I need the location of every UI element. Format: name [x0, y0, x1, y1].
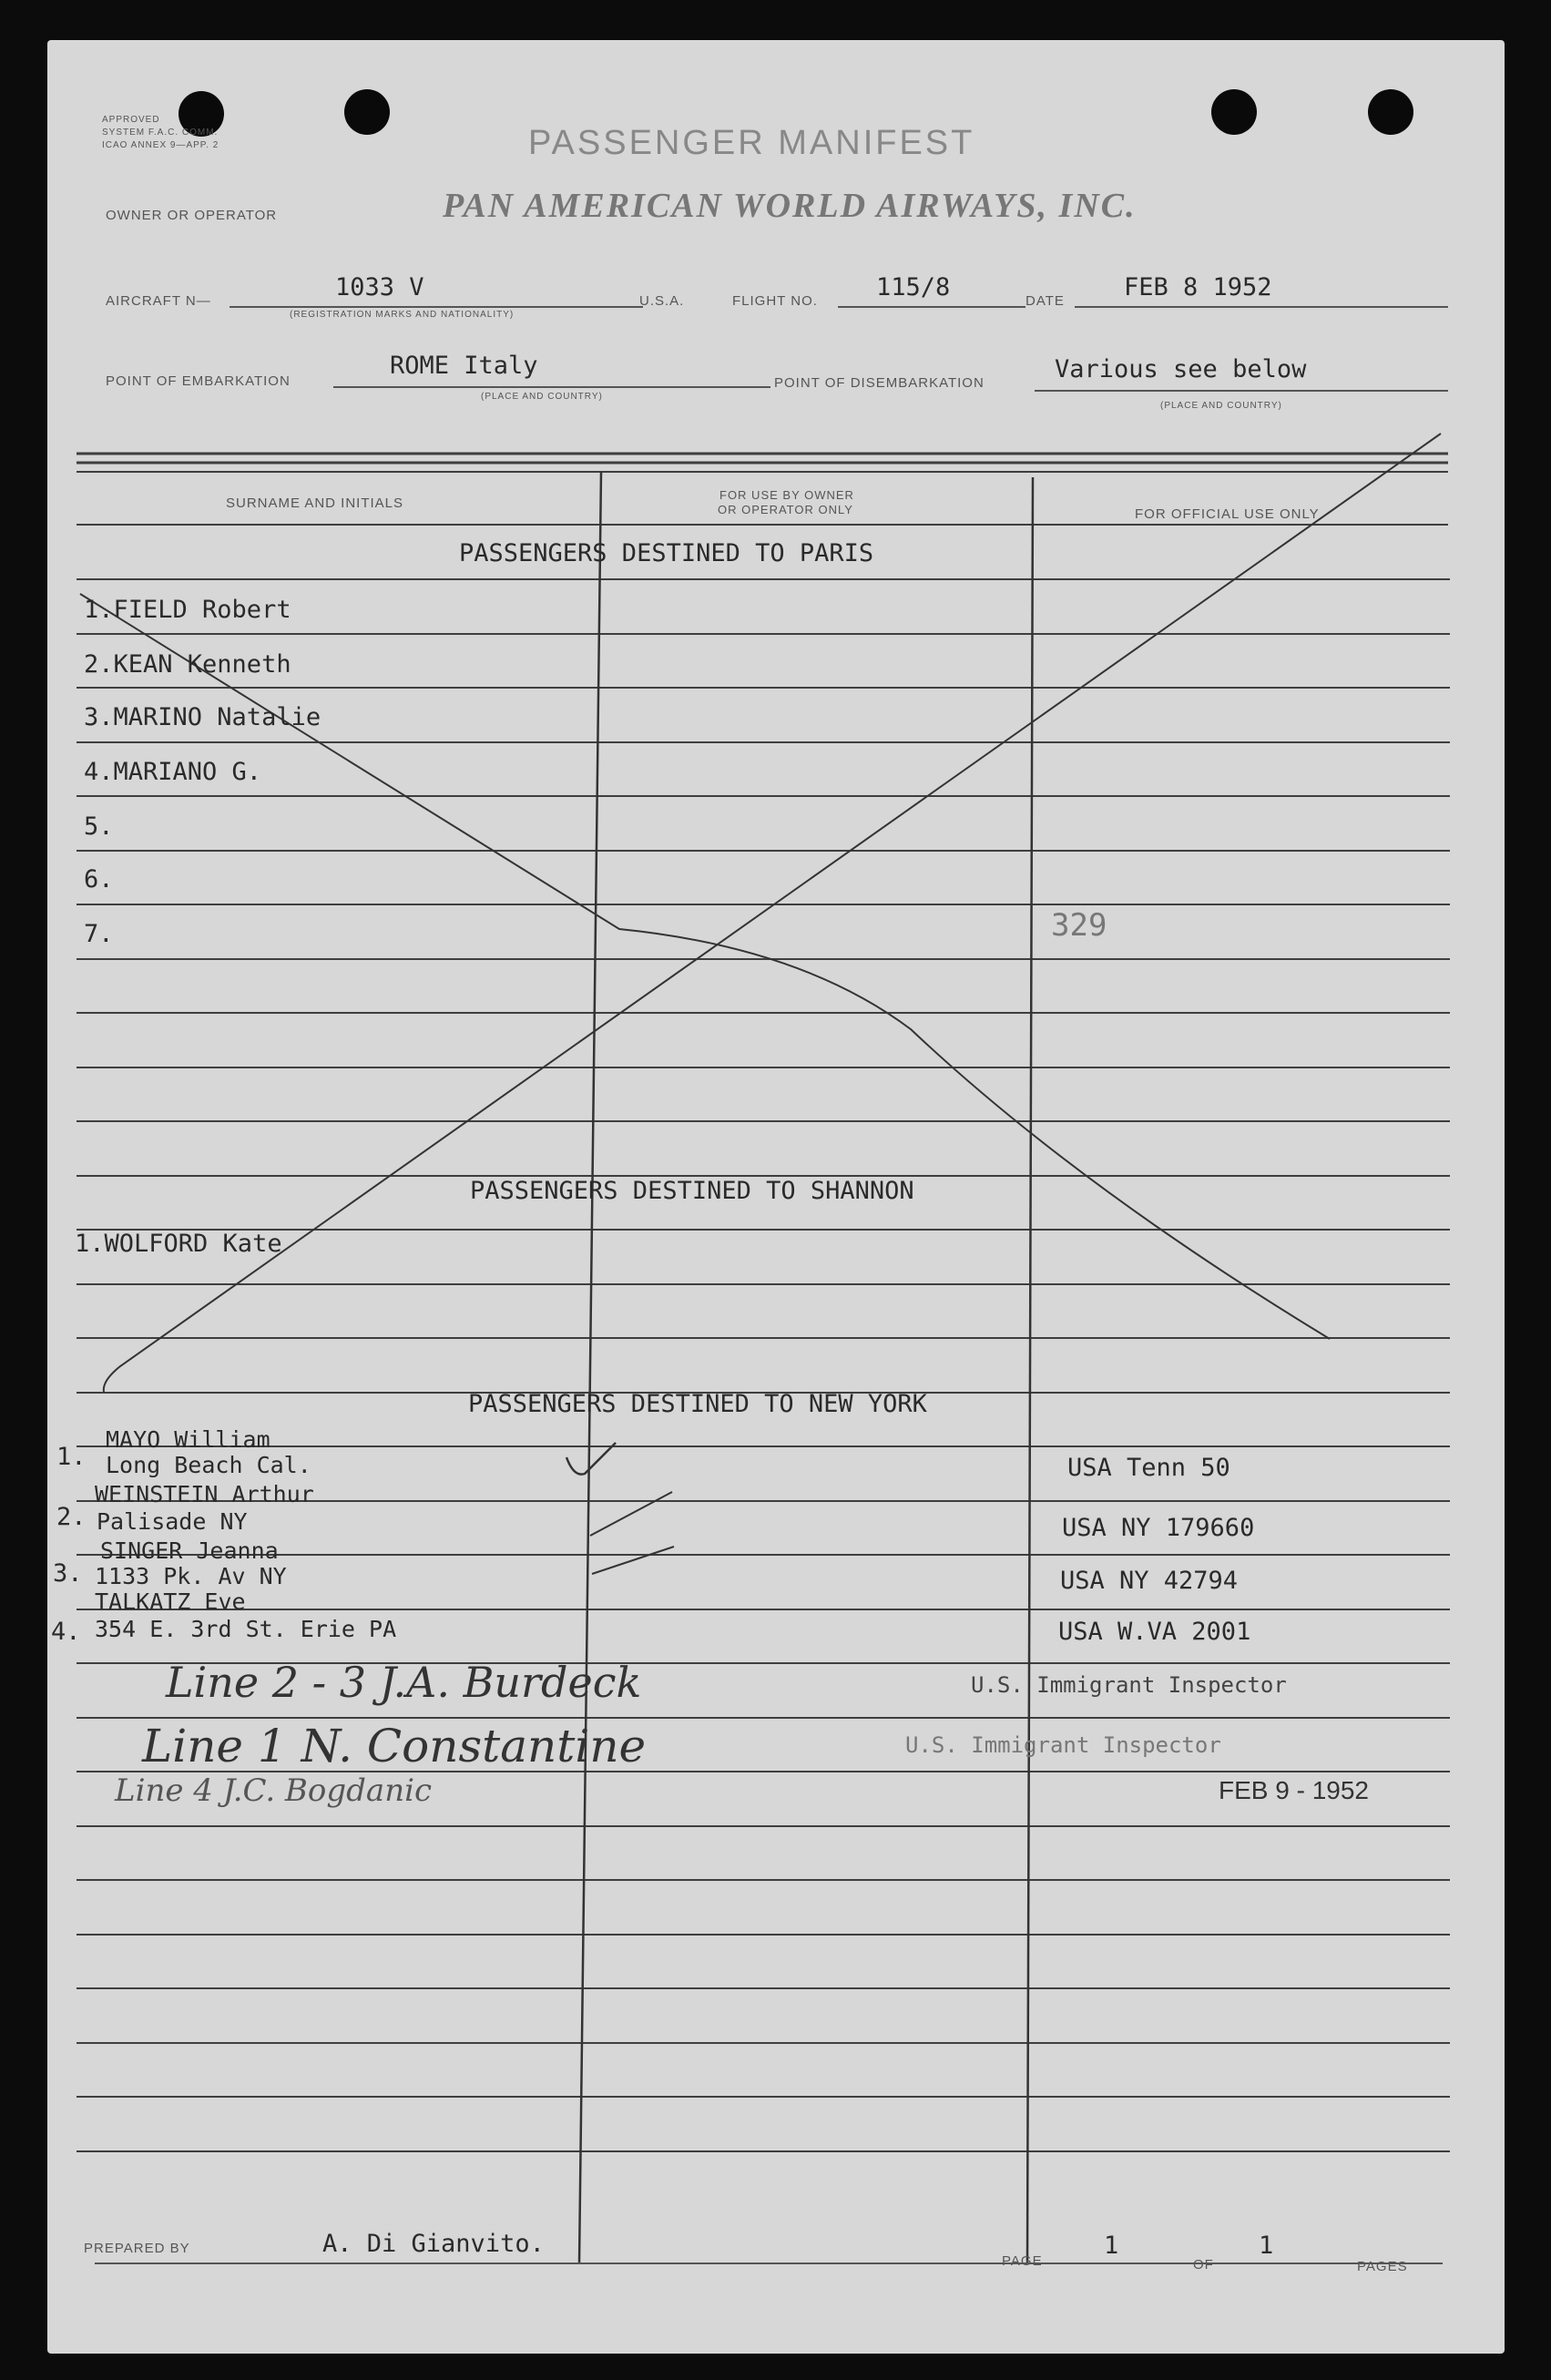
flight-label: FLIGHT NO. — [732, 293, 818, 309]
page-number: 1 — [1104, 2232, 1119, 2260]
embark-label: POINT OF EMBARKATION — [106, 373, 291, 389]
ny-official-entry: USA W.VA 2001 — [1058, 1618, 1251, 1646]
ny-passenger-num: 3. — [53, 1559, 83, 1588]
ny-passenger-address: 354 E. 3rd St. Erie PA — [95, 1616, 397, 1642]
ny-passenger-num: 2. — [56, 1503, 87, 1531]
signature-line-2: Line 1 N. Constantine — [142, 1720, 647, 1772]
ny-official-entry: USA NY 179660 — [1062, 1514, 1255, 1542]
ny-official-entry: USA Tenn 50 — [1067, 1454, 1230, 1482]
ny-passenger-name: TALKATZ Eve — [95, 1588, 246, 1615]
passenger-row: 3.MARINO Natalie — [84, 703, 321, 731]
col-operator-header-1: FOR USE BY OWNER — [719, 488, 854, 502]
ny-passenger-num: 4. — [51, 1618, 81, 1646]
prepared-by-label: PREPARED BY — [84, 2241, 190, 2256]
embark-sub: (PLACE AND COUNTRY) — [481, 392, 603, 402]
entry-date-stamp: FEB 9 - 1952 — [1219, 1776, 1369, 1804]
passenger-row: 7. — [84, 920, 114, 948]
passenger-row: 1.WOLFORD Kate — [75, 1230, 282, 1258]
ny-passenger-num: 1. — [56, 1443, 87, 1471]
section-heading-paris: PASSENGERS DESTINED TO PARIS — [459, 539, 874, 567]
col-operator-header-2: OR OPERATOR ONLY — [718, 503, 853, 516]
aircraft-label: AIRCRAFT N— — [106, 293, 211, 309]
approval-line-2: SYSTEM F.A.C. COMM. — [102, 128, 219, 138]
col-surname-header: SURNAME AND INITIALS — [226, 495, 404, 511]
of-label: OF — [1193, 2257, 1214, 2273]
section-heading-shannon: PASSENGERS DESTINED TO SHANNON — [470, 1177, 914, 1205]
approval-line-1: APPROVED — [102, 115, 160, 125]
section-heading-newyork: PASSENGERS DESTINED TO NEW YORK — [468, 1390, 927, 1418]
ny-passenger-name: WEINSTEIN Arthur — [95, 1481, 314, 1507]
usa-label: U.S.A. — [639, 293, 685, 309]
total-pages: 1 — [1259, 2232, 1274, 2260]
ny-passenger-address: 1133 Pk. Av NY — [95, 1563, 287, 1589]
col-official-header: FOR OFFICIAL USE ONLY — [1135, 506, 1320, 522]
inspector-stamp-2: U.S. Immigrant Inspector — [905, 1732, 1221, 1758]
passenger-row: 4.MARIANO G. — [84, 758, 262, 786]
date-label: DATE — [1025, 293, 1065, 309]
disembark-label: POINT OF DISEMBARKATION — [774, 375, 985, 391]
form-title: PASSENGER MANIFEST — [528, 124, 975, 162]
owner-value: PAN AMERICAN WORLD AIRWAYS, INC. — [443, 187, 1137, 225]
inspector-stamp-1: U.S. Immigrant Inspector — [971, 1672, 1287, 1698]
prepared-by-value: A. Di Gianvito. — [322, 2230, 545, 2258]
disembark-value: Various see below — [1055, 355, 1307, 383]
official-number: 329 — [1051, 907, 1107, 944]
owner-label: OWNER OR OPERATOR — [106, 208, 278, 223]
passenger-row: 5. — [84, 812, 114, 841]
ny-official-entry: USA NY 42794 — [1060, 1567, 1239, 1595]
signature-line-3: Line 4 J.C. Bogdanic — [115, 1772, 433, 1809]
ny-passenger-name: SINGER Jeanna — [100, 1537, 279, 1564]
ny-passenger-address: Palisade NY — [97, 1508, 248, 1535]
pages-label: PAGES — [1357, 2259, 1408, 2274]
flight-value: 115/8 — [876, 273, 951, 301]
page-label: PAGE — [1002, 2253, 1043, 2269]
passenger-row: 1.FIELD Robert — [84, 596, 291, 624]
aircraft-value: 1033 V — [335, 273, 424, 301]
passenger-row: 2.KEAN Kenneth — [84, 650, 291, 679]
aircraft-sub: (REGISTRATION MARKS AND NATIONALITY) — [290, 310, 515, 320]
ny-passenger-name: MAYO William — [106, 1426, 270, 1453]
disembark-sub: (PLACE AND COUNTRY) — [1160, 401, 1282, 411]
date-value: FEB 8 1952 — [1124, 273, 1272, 301]
signature-line-1: Line 2 - 3 J.A. Burdeck — [166, 1658, 642, 1707]
embark-value: ROME Italy — [390, 352, 538, 380]
approval-line-3: ICAO ANNEX 9—APP. 2 — [102, 140, 219, 150]
ny-passenger-address: Long Beach Cal. — [106, 1452, 311, 1478]
passenger-row: 6. — [84, 865, 114, 894]
